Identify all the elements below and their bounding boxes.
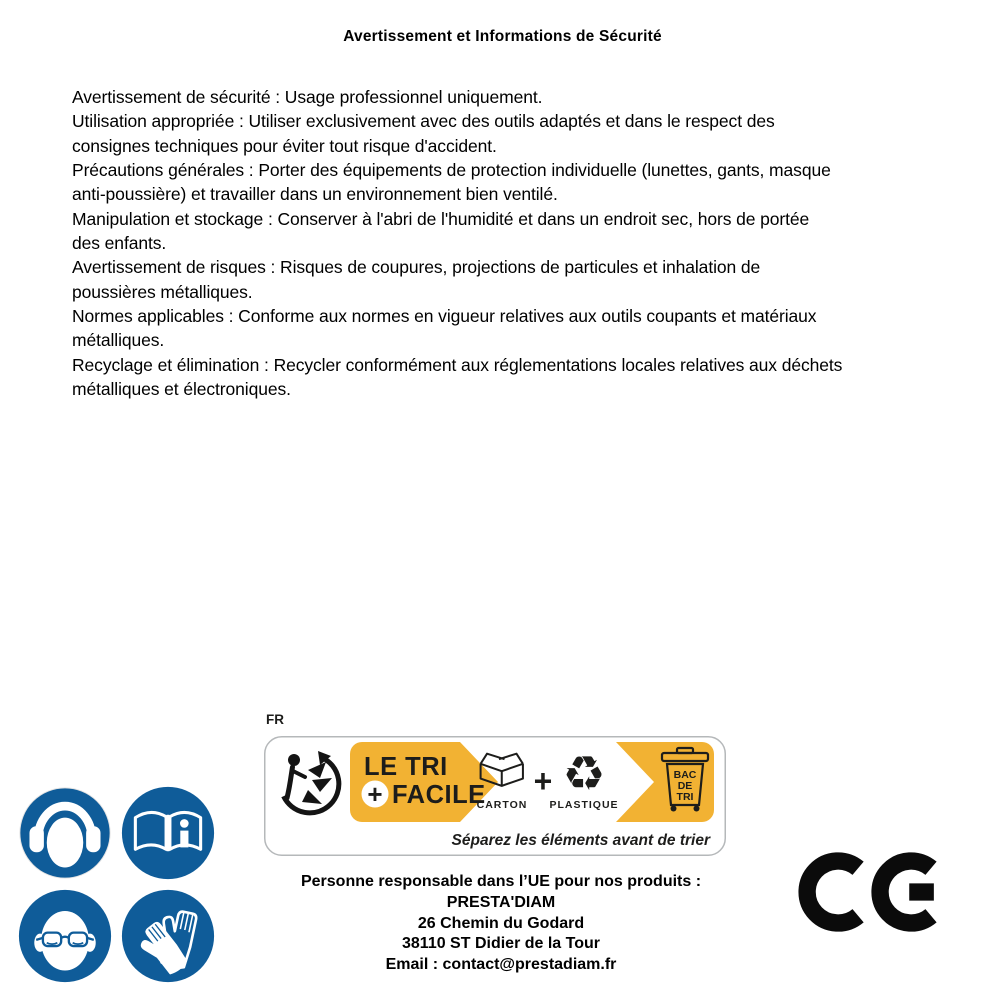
company-name: PRESTA'DIAM xyxy=(446,893,556,911)
recycling-sorting-banner xyxy=(264,736,726,856)
body-line: consignes techniques pour éviter tout risque d'accident. xyxy=(72,135,497,156)
plus-sign: + xyxy=(533,763,553,799)
read-instructions-icon xyxy=(120,785,216,881)
recycling-triangle-icon: ♻ xyxy=(562,746,606,802)
material-label-plastique: PLASTIQUE xyxy=(549,799,619,811)
body-line: poussières métalliques. xyxy=(72,281,253,302)
body-line: Normes applicables : Conforme aux normes en vigueur relatives aux outils coupants et matériaux xyxy=(72,306,817,327)
body-line: Précautions générales : Porter des équipements de protection individuelle (lunettes, gants, masque xyxy=(72,160,831,181)
banner-headline-line1: LE TRI xyxy=(364,753,448,781)
body-line: métalliques. xyxy=(72,330,165,351)
wear-ear-protection-icon xyxy=(17,785,113,881)
ce-mark-graphic xyxy=(798,850,953,934)
ce-mark-icon xyxy=(798,850,953,939)
safety-text-block xyxy=(72,85,842,401)
body-line: Utilisation appropriée : Utiliser exclusivement avec des outils adaptés et dans le respect des xyxy=(72,111,775,132)
body-line: anti-poussière) et travailler dans un environnement bien ventilé. xyxy=(72,184,558,205)
body-line: Manipulation et stockage : Conserver à l'abri de l'humidité et dans un endroit sec, hors de portée xyxy=(72,208,810,229)
plus-badge: + xyxy=(367,779,383,809)
material-label-carton: CARTON xyxy=(476,799,528,811)
responsible-person-block xyxy=(250,872,752,976)
wear-protective-gloves-icon xyxy=(120,888,216,984)
recycling-banner-graphic xyxy=(264,736,726,856)
body-line: Avertissement de risques : Risques de coupures, projections de particules et inhalation de xyxy=(72,257,761,278)
address-line: 38110 ST Didier de la Tour xyxy=(402,935,600,953)
wear-eye-protection-icon xyxy=(17,888,113,984)
safety-pictograms xyxy=(17,785,216,984)
body-line: Avertissement de sécurité : Usage professionnel uniquement. xyxy=(72,87,543,107)
bin-text-line: DE xyxy=(677,780,693,792)
banner-headline-line2: FACILE xyxy=(392,781,486,809)
body-line: métalliques et électroniques. xyxy=(72,379,291,400)
address-line: 26 Chemin du Godard xyxy=(417,914,585,932)
page-title: Avertissement et Informations de Sécurité xyxy=(343,28,662,45)
email-line: Email : contact@prestadiam.fr xyxy=(385,956,617,974)
bin-text-line: TRI xyxy=(676,791,694,803)
responsible-line: Personne responsable dans l’UE pour nos produits : xyxy=(300,873,702,890)
body-line: Recyclage et élimination : Recycler conformément aux réglementations locales relatives aux déchets xyxy=(72,354,843,375)
country-code-label: FR xyxy=(266,712,284,727)
body-line: des enfants. xyxy=(72,233,167,254)
bin-text-line: BAC xyxy=(673,769,697,781)
banner-caption: Séparez les éléments avant de trier xyxy=(451,832,710,849)
